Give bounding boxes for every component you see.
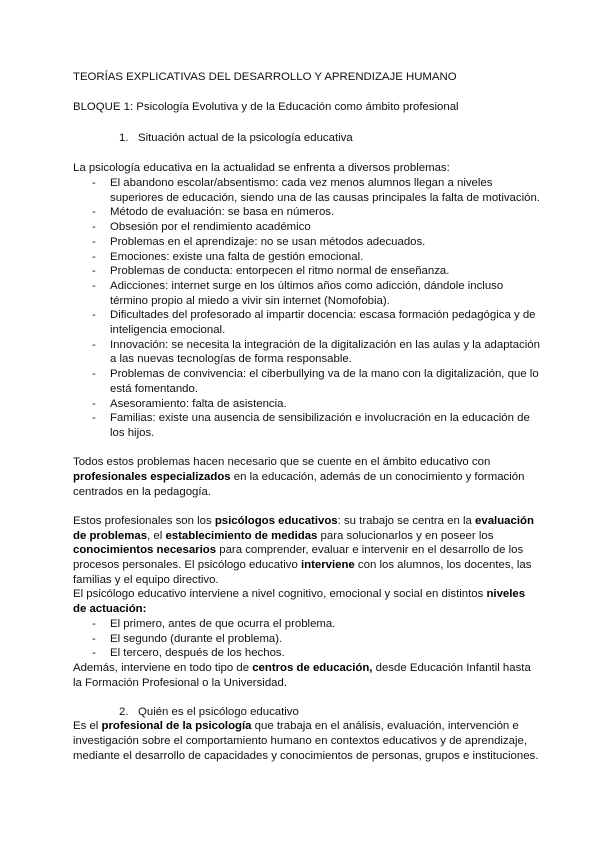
section-heading: Situación actual de la psicología educativa (138, 132, 353, 144)
problem-item-line: inteligencia emocional. (110, 324, 226, 336)
bullet-dash: - (92, 397, 96, 410)
problem-item-line: Problemas de conducta: entorpecen el ritmo normal de enseñanza. (110, 265, 450, 278)
bullet-dash: - (92, 338, 96, 351)
paragraph-line: mediante el desarrollo de capacidades y conocimientos de personas, grupos e instituciones. (73, 750, 539, 762)
section-heading: Quién es el psicólogo educativo (138, 706, 299, 718)
paragraph-line: de problemas, el establecimiento de medidas para solucionarlos y en poseer los (73, 530, 494, 542)
bullet-dash: - (92, 309, 96, 322)
problem-item-line: está fomentando. (110, 382, 199, 395)
paragraph-line: familias y el equipo directivo. (73, 574, 219, 586)
paragraph-line: conocimientos necesarios para comprender, evaluar e intervenir en el desarrollo de los (73, 544, 524, 556)
problem-item-line: los hijos. (110, 426, 155, 439)
bold-term: evaluación (475, 515, 534, 527)
problem-item-line: Familias: existe una ausencia de sensibilización e involucración en la educación de (110, 412, 530, 425)
problem-item-line: Dificultades del profesorado al impartir docencia: escasa formación pedagógica y de (110, 309, 536, 322)
bullet-dash: - (92, 632, 96, 645)
bullet-dash: - (92, 265, 96, 278)
bullet-dash: - (92, 221, 96, 234)
bold-term: niveles (486, 588, 526, 600)
document-title: TEORÍAS EXPLICATIVAS DEL DESARROLLO Y APRENDIZAJE HUMANO (73, 71, 457, 83)
problem-item-line: El abandono escolar/absentismo: cada vez menos alumnos llegan a niveles (110, 177, 493, 189)
bullet-dash: - (92, 250, 96, 263)
bullet-dash: - (92, 368, 96, 381)
problems-intro: La psicología educativa en la actualidad se enfrenta a diversos problemas: (73, 162, 450, 174)
bullet-dash: - (92, 235, 96, 248)
problem-item-line: Obsesión por el rendimiento académico (110, 221, 311, 234)
problem-item-line: a las nuevas tecnologías de forma responsable. (110, 353, 352, 366)
paragraph-line: Todos estos problemas hacen necesario que se cuente en el ámbito educativo con (73, 456, 491, 468)
paragraph-line: profesionales especializados en la educación, además de un conocimiento y formación (73, 471, 525, 483)
bullet-dash: - (92, 177, 96, 189)
paragraph-line: investigación sobre el comportamiento humano en contextos educativos y de aprendizaje, (73, 735, 527, 747)
bullet-dash: - (92, 279, 96, 292)
problem-item-line: Asesoramiento: falta de asistencia. (110, 397, 287, 410)
bold-term: de actuación: (73, 603, 147, 615)
problem-item-line: Problemas de convivencia: el ciberbullying va de la mano con la digitalización, que lo (110, 368, 539, 381)
paragraph-line (73, 602, 146, 617)
paragraph-line: Estos profesionales son los psicólogos educativos: su trabajo se centra en la evaluación (73, 515, 534, 527)
level-item: El segundo (durante el problema). (110, 632, 283, 645)
paragraph-line: centrados en la pedagogía. (73, 486, 212, 498)
bold-term: interviene (300, 559, 355, 571)
bold-term: establecimiento de medidas (165, 530, 318, 542)
paragraph-line: Además, interviene en todo tipo de centros de educación, desde Educación Infantil hasta (73, 662, 531, 674)
bold-term: centros de educación, (252, 662, 373, 674)
bold-term: conocimientos necesarios (73, 544, 217, 556)
problem-item-line: Innovación: se necesita la integración de la digitalización en las aulas y la adaptación (110, 338, 540, 351)
problem-item-line: superiores de educación, siendo una de las causas principales la falta de motivación. (110, 191, 540, 204)
block-heading: BLOQUE 1: Psicología Evolutiva y de la Educación como ámbito profesional (73, 101, 459, 113)
problem-item-line: Emociones: existe una falta de gestión emocional. (110, 250, 364, 263)
level-item: El tercero, después de los hechos. (110, 647, 285, 660)
problem-item-line: Método de evaluación: se basa en números. (110, 206, 335, 219)
bullet-dash: - (92, 618, 96, 630)
bullet-dash: - (92, 412, 96, 425)
bullet-dash: - (92, 206, 96, 219)
problem-item-line: término propio al miedo a vivir sin internet (Nomofobia). (110, 294, 390, 307)
bold-term: profesional de la psicología (101, 720, 252, 732)
paragraph-line: la Formación Profesional o la Universidad. (73, 677, 287, 689)
bold-term: psicólogos educativos (214, 515, 338, 527)
bold-term: de problemas (73, 530, 148, 542)
bold-term: profesionales especializados (73, 471, 231, 483)
problem-item-line: Adicciones: internet surge en los últimos años como adicción, dándole incluso (110, 279, 504, 292)
bullet-dash: - (92, 647, 96, 660)
paragraph-line: procesos personales. El psicólogo educativo interviene con los alumnos, los docentes, las (73, 559, 532, 571)
level-item: El primero, antes de que ocurra el problema. (110, 618, 336, 630)
paragraph-line: Es el profesional de la psicología que trabaja en el análisis, evaluación, intervención e (73, 720, 519, 732)
problem-item-line: Problemas en el aprendizaje: no se usan métodos adecuados. (110, 235, 426, 248)
section-number: 1. (119, 132, 129, 144)
section-number: 2. (119, 706, 129, 718)
paragraph-line: El psicólogo educativo interviene a nivel cognitivo, emocional y social en distintos niveles (73, 588, 526, 600)
